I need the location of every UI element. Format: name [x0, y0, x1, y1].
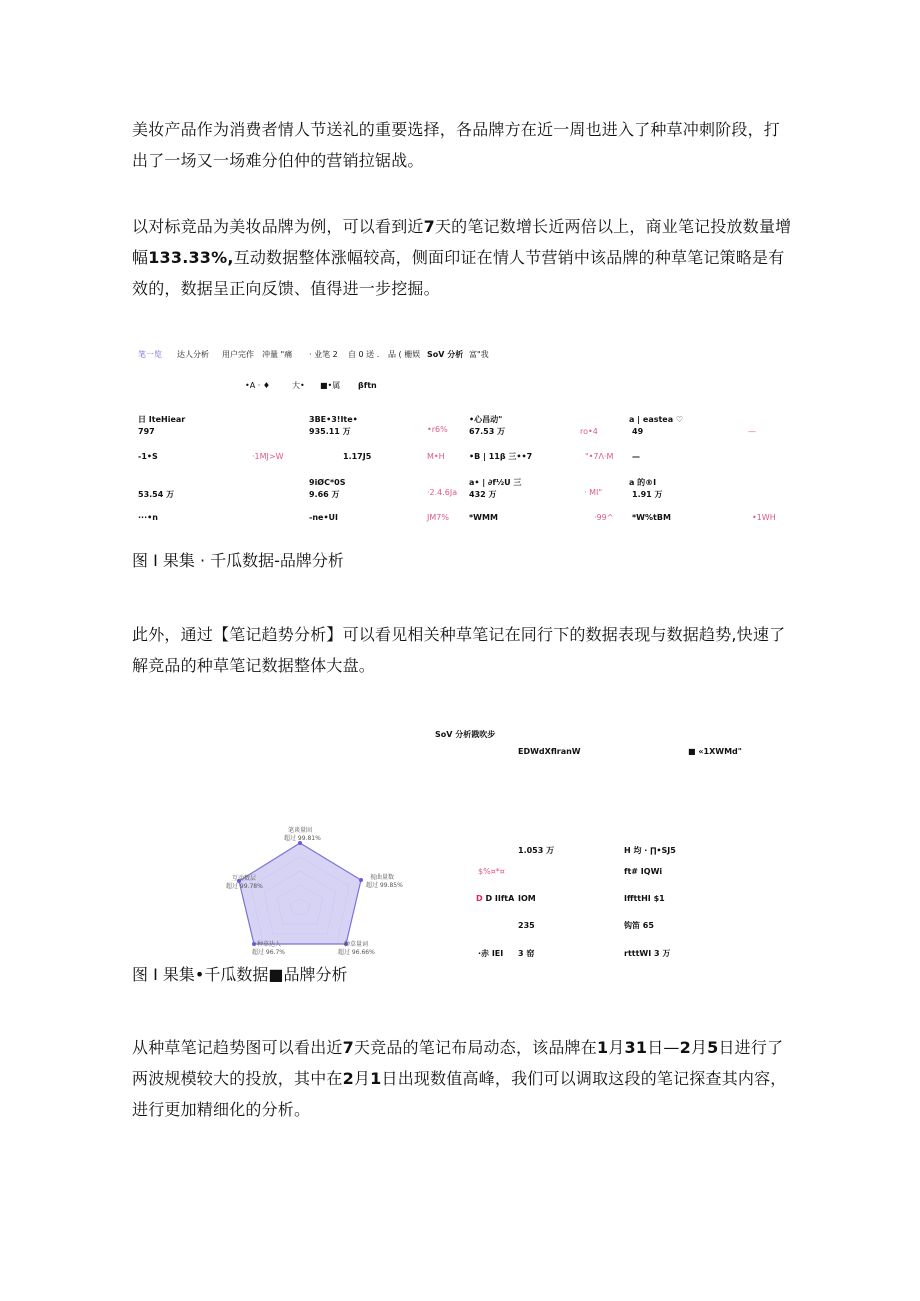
metric-sub: •B | 11β 三••7	[469, 452, 533, 461]
metric-change: •1WH	[752, 513, 776, 522]
tab-overview[interactable]: 笔一览	[138, 350, 162, 359]
metric-change: ·2.4.6Ja	[427, 488, 458, 497]
metric-value: 1.91 万	[632, 490, 663, 499]
metric-change: "•7Λ·M	[585, 452, 614, 461]
metric-label: a• | ∂f½U 三	[469, 478, 522, 487]
radar-label: 互动数层	[232, 875, 257, 882]
metric-change: · MI"	[584, 488, 603, 497]
sov-cell: ft# IQWi	[624, 867, 663, 876]
metric-sub: -ne•UI	[309, 513, 339, 522]
p2-bold-days: 7	[423, 217, 435, 236]
radar-label: 笔谈量固	[288, 827, 313, 834]
p4-text: 天竞品的笔记布局动态，该品牌在	[353, 1038, 597, 1057]
metric-value: 432 万	[469, 490, 497, 499]
radar-point	[359, 878, 363, 882]
p4-bold: 2	[342, 1069, 354, 1088]
metric-change: JM7%	[427, 513, 449, 522]
sov-cell: 钩笛 65	[624, 921, 654, 930]
metric-sub: -1•S	[138, 452, 158, 461]
metric-sub: —	[632, 452, 640, 461]
p2-text-a: 以对标竞品为美妆品牌为例，可以看到近	[132, 217, 424, 236]
radar-label: 种草量词	[344, 941, 369, 948]
metric-sub: 1.17J5	[343, 452, 372, 461]
p4-bold: 1	[370, 1069, 382, 1088]
sov-cell: H 均 · ∏•SJ5	[624, 846, 676, 855]
tab-sov[interactable]: SoV 分析	[427, 350, 464, 359]
metric-value: 67.53 万	[469, 427, 506, 436]
tab-notes[interactable]: · 业笔 2	[309, 350, 338, 359]
tab-user[interactable]: 用户完作	[222, 350, 254, 359]
radar-label-sub: 超过 99.81%	[284, 835, 321, 842]
p4-text: 日出现数值高峰，我们可以调取这段的笔记探查其内容，进行更加精细化的分析。	[132, 1069, 787, 1119]
metric-label: 9iØC*0S	[309, 478, 346, 487]
sov-header-left: EDWdXflranW	[518, 747, 581, 756]
paragraph-growth	[132, 211, 792, 304]
metric-sub: ···•n	[138, 513, 158, 522]
sov-cell: 3 窑	[518, 949, 535, 958]
metric-value: 935.11 万	[309, 427, 351, 436]
sov-title: SoV 分析戡吹步	[435, 730, 496, 739]
sov-cell: $%¤*¤	[478, 867, 505, 876]
subtab-1[interactable]: •A · ♦	[245, 381, 270, 390]
radar-label-sub: 超过 99.78%	[226, 883, 263, 890]
metric-sub: *WMM	[469, 513, 498, 522]
p4-text: 日进行了两波规模较大的投放，其中在	[132, 1038, 784, 1088]
sov-header-right: ■ «1XWMd"	[688, 747, 742, 756]
p4-text: 日—	[647, 1038, 680, 1057]
metric-change: ·99^	[594, 513, 614, 522]
tab-influencer[interactable]: 达人分析	[177, 350, 209, 359]
subtab-3[interactable]: ■•属	[320, 381, 341, 390]
paragraph-conclusion	[132, 1032, 792, 1125]
p4-text: 从种草笔记趋势图可以看出近	[132, 1038, 343, 1057]
tab-product[interactable]: 品 ( 栅娱	[388, 350, 421, 359]
p2-text-c: 天的笔记数增长近两倍以上，商业笔记投放数量增幅	[132, 217, 792, 267]
metric-change: ·1MJ>W	[252, 452, 284, 461]
metric-value: 797	[138, 427, 155, 436]
tab-volume[interactable]: 冲量 "痛	[262, 350, 293, 359]
subtab-2[interactable]: 大•	[292, 381, 305, 390]
metric-label: a | eastea ♡	[629, 415, 684, 424]
radar-label: 视曲量数	[370, 874, 395, 881]
radar-area	[239, 843, 361, 944]
metric-change: ro•4	[580, 427, 598, 436]
p4-bold: 31	[624, 1038, 648, 1057]
sov-cell: ·赤 IEI	[478, 949, 504, 958]
sov-cell	[476, 894, 514, 904]
caption-figure-2: 图 I 果集•千瓜数据■品牌分析	[132, 965, 348, 984]
subtab-4[interactable]: βftn	[358, 381, 377, 390]
sov-cell: IOM	[518, 894, 536, 903]
radar-label-sub: 超过 99.85%	[366, 882, 403, 889]
metric-sub: *W%tBM	[632, 513, 671, 522]
caption-figure-1: 图 I 果集 · 千瓜数据-品牌分析	[132, 551, 344, 570]
metric-change: •r6%	[427, 425, 448, 434]
radar-label: 种草达人	[257, 941, 282, 948]
sov-cell-marker: D	[476, 894, 483, 903]
p4-text: 月	[690, 1038, 708, 1057]
metric-value: 9.66 万	[309, 490, 340, 499]
p4-bold: 5	[707, 1038, 719, 1057]
tab-send[interactable]: 自 0 送 .	[348, 350, 380, 359]
p4-bold: 1	[596, 1038, 609, 1057]
radar-point	[252, 942, 256, 946]
tab-more[interactable]: 富"我	[469, 350, 489, 359]
p2-text-e: 互动数据整体涨幅较高，侧面印证在情人节营销中该品牌的种草笔记策略是有效的，数据呈正向反馈、值得进一步挖掘。	[132, 248, 785, 298]
metric-label: 3BE•3!Ite•	[309, 415, 358, 424]
sov-cell: 235	[518, 921, 535, 930]
metric-change: —	[748, 427, 756, 436]
p4-text: 月	[353, 1069, 371, 1088]
metric-label: 日 IteHiear	[138, 415, 186, 424]
metric-value: 49	[632, 427, 644, 436]
sov-cell: IffttHI $1	[624, 894, 665, 903]
metric-value: 53.54 万	[138, 490, 175, 499]
p4-bold: 2	[679, 1038, 691, 1057]
p2-bold-percent: 133.33%,	[148, 248, 234, 267]
paragraph-trend: 此外，通过【笔记趋势分析】可以看见相关种草笔记在同行下的数据表现与数据趋势,快速了解竞品的种草笔记数据整体大盘。	[132, 625, 786, 675]
paragraph-intro: 美妆产品作为消费者情人节送礼的重要选择，各品牌方在近一周也进入了种草冲刺阶段，打出了一场又一场难分伯仲的营销拉锯战。	[132, 120, 781, 170]
sov-cell: 1.053 万	[518, 846, 555, 855]
p4-text: 月	[608, 1038, 625, 1057]
p4-bold: 7	[342, 1038, 354, 1057]
sov-cell-text: D IIftA	[485, 894, 515, 903]
radar-label-sub: 超过 96.66%	[338, 949, 375, 956]
metric-change: M•H	[427, 452, 445, 461]
radar-label-sub: 超过 96.7%	[252, 949, 285, 956]
metric-label: a 的®I	[629, 478, 657, 487]
sov-cell: rtttWI 3 万	[624, 949, 671, 958]
metric-label: •心昌动"	[469, 415, 503, 424]
